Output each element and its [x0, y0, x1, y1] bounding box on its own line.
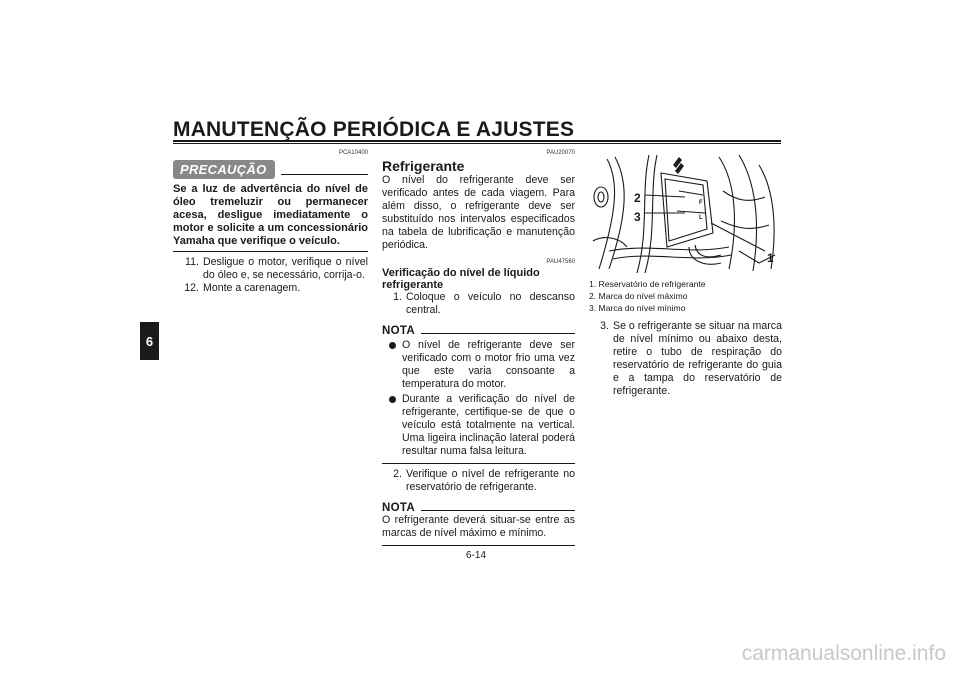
bullet-icon — [382, 339, 402, 391]
step-text: Se o refrigerante se situar na marca de nível mínimo ou abaixo desta, retire o tubo de respiração do reservatório de refrigerante do guia e a tampa do reservatório de refrigerante. — [613, 320, 782, 397]
coolant-reservoir-figure — [589, 151, 782, 275]
note-text: O refrigerante deverá situar-se entre as marcas de nível máximo e mínimo. — [382, 514, 575, 539]
step-number: 1. — [393, 291, 402, 303]
caution-rule — [281, 174, 368, 175]
step-3 — [589, 320, 782, 398]
note-label: NOTA — [382, 502, 415, 514]
step-2 — [382, 468, 575, 494]
page-title: MANUTENÇÃO PERIÓDICA E AJUSTES — [173, 118, 575, 141]
note-rule — [421, 510, 575, 511]
section-title: Refrigerante — [382, 158, 465, 174]
bullet-icon — [382, 393, 402, 458]
bullet-text: O nível de refrigerante deve ser verificado com o motor frio uma vez que este varia consoante a temperatura do motor. — [402, 339, 575, 390]
note-label: NOTA — [382, 325, 415, 337]
step-number: 3. — [600, 320, 609, 332]
step-1 — [382, 291, 575, 317]
note-header — [382, 502, 575, 514]
caution-badge: PRECAUÇÃO — [173, 160, 275, 179]
reference-code: PAU20070 — [546, 150, 575, 156]
step-number: 2. — [393, 468, 402, 480]
step-11 — [173, 256, 368, 282]
coolant-reservoir-illustration — [589, 151, 782, 275]
column-right — [589, 150, 782, 398]
step-text: Verifique o nível de refrigerante no reservatório de refrigerante. — [406, 468, 575, 493]
column-left — [173, 150, 368, 295]
caption-item: 1. Reservatório de refrigerante — [589, 279, 706, 289]
step-text: Coloque o veículo no descanso central. — [406, 291, 575, 316]
header-rule-thin — [173, 143, 781, 144]
caution-end-rule — [173, 251, 368, 252]
reference-code: PAU47560 — [546, 259, 575, 265]
note-bullet — [382, 339, 575, 391]
reference-code: PCA10400 — [338, 150, 368, 156]
step-number: 11. — [185, 256, 199, 268]
step-text: Monte a carenagem. — [203, 282, 301, 294]
mark-low-label: L — [699, 215, 703, 221]
subsection-title: Verificação do nível de líquido refrigerante — [382, 267, 540, 291]
figure-captions — [589, 278, 782, 314]
column-middle — [382, 150, 575, 550]
note-end-rule — [382, 545, 575, 546]
watermark: carmanualsonline.info — [741, 642, 946, 665]
mark-full-label: F — [699, 200, 703, 206]
callout-reservoir: 1 — [767, 251, 774, 265]
note-bullet — [382, 393, 575, 458]
caution-header — [173, 160, 368, 179]
callout-max-mark: 2 — [634, 191, 641, 205]
step-12 — [173, 282, 368, 295]
page-number: 6-14 — [466, 550, 487, 561]
caption-item: 3. Marca do nível mínimo — [589, 303, 686, 313]
intro-paragraph: O nível do refrigerante deve ser verificado antes de cada viagem. Para além disso, o refrigerante deve ser substituído nos intervalos especificados na tabela de lubrificação e manutenção periódica. — [382, 174, 575, 251]
header-rule — [173, 140, 781, 142]
chapter-tab: 6 — [140, 322, 159, 360]
caution-text: Se a luz de advertência do nível de óleo tremeluzir ou permanecer acesa, desligue imediatamente o motor e solicite a um concessionário Yamaha que verifique o veículo. — [173, 183, 368, 247]
step-text: Desligue o motor, verifique o nível do óleo e, se necessário, corrija-o. — [203, 256, 368, 281]
step-number: 12. — [184, 282, 199, 294]
caption-item: 2. Marca do nível máximo — [589, 291, 688, 301]
note-end-rule — [382, 463, 575, 464]
callout-min-mark: 3 — [634, 210, 641, 224]
note-header — [382, 325, 575, 337]
note-rule — [421, 333, 575, 334]
bullet-text: Durante a verificação do nível de refrigerante, certifique-se de que o veículo está totalmente na vertical. Uma ligeira inclinação lateral poderá resultar numa falsa leitura. — [402, 393, 575, 457]
